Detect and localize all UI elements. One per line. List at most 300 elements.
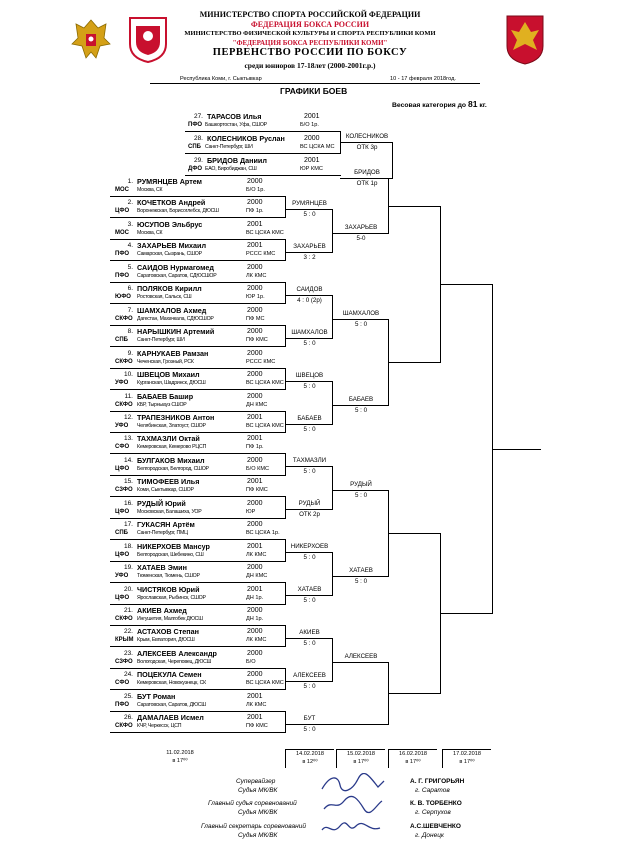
round1-score: 5 : 0	[303, 468, 316, 475]
round1-winner: БУТ	[303, 715, 316, 722]
round2-score: 5-0	[356, 235, 366, 242]
signature-name: А.С.ШЕВЧЕНКО	[410, 823, 461, 830]
fighter-region: Курганская, Шадринск, ДЮСШ	[137, 380, 206, 386]
fighter-rank: ПФ КМС	[246, 487, 268, 493]
round1-winner: РУМЯНЦЕВ	[292, 200, 327, 207]
fighter-region: Вологодская, Череповец, ДЮСШ	[137, 659, 212, 665]
round1-score: 5 : 0	[303, 640, 316, 647]
fighter-rank: ВС ЦСКА КМС	[246, 380, 284, 386]
round2-winner: РУДЫЙ	[350, 481, 372, 488]
round1-winner: РУДЫЙ	[298, 500, 321, 507]
bracket-line	[110, 582, 286, 583]
fighter-district: СКФО	[115, 723, 133, 729]
fighter-number: 6.	[127, 285, 133, 292]
fighter-number: 22.	[123, 628, 133, 635]
fighter-district: ЦФО	[115, 552, 130, 558]
bracket-line	[285, 539, 286, 562]
bracket-line	[110, 389, 286, 390]
fighter-rank: ВС ЦСКА КМС	[246, 230, 284, 236]
fighter-district: СЗФО	[115, 487, 133, 493]
fighter-name: РУДЫЙ Юрий	[137, 499, 186, 508]
fighter-year: 2001	[247, 478, 263, 485]
prelim-year: 2001	[304, 113, 320, 120]
round1-winner: АЛЕКСЕЕВ	[293, 672, 326, 679]
fighter-region: Кемеровская, Новокузнецк, СК	[137, 680, 206, 686]
fighter-name: ШАМХАЛОВ Ахмед	[137, 306, 207, 315]
fighter-number: 21.	[123, 607, 133, 614]
signature-role: Супервайзер	[236, 778, 276, 785]
signature-name: А. Г. ГРИГОРЬЯН	[410, 778, 465, 785]
prelim-district: ПФО	[188, 122, 203, 128]
bracket-line	[285, 381, 333, 382]
round2-score: 5 : 0	[354, 492, 368, 499]
fighter-rank: ЮР	[246, 509, 256, 515]
fighter-rank: ВС ЦСКА КМС	[246, 423, 284, 429]
fighter-year: 2001	[247, 586, 263, 593]
fighter-year: 2000	[247, 307, 263, 314]
bracket-line	[285, 411, 286, 433]
date-cell	[285, 749, 334, 768]
fighter-region: Челябинская, Златоуст, СШОР	[137, 423, 206, 429]
fighter-region: Кемеровская, Кемерово РЦСП	[137, 444, 207, 450]
header-rule	[150, 83, 480, 84]
fighter-region: Чеченская, Грозный, РСК	[137, 359, 194, 365]
time-text: в 17⁰⁰	[172, 758, 188, 764]
fighter-name: БУТ Роман	[137, 692, 176, 701]
fighter-rank: ПФ 1р.	[246, 208, 264, 214]
bracket-line	[332, 405, 389, 406]
round1-score: 5 : 0	[303, 554, 316, 561]
prelim-number: 27.	[193, 113, 203, 120]
bracket-line	[332, 319, 389, 320]
bracket-line	[285, 209, 333, 210]
prelim-year: 2000	[304, 135, 320, 142]
bracket-line	[110, 411, 286, 412]
fighter-district: МОС	[115, 187, 129, 193]
date-cell	[442, 749, 491, 768]
fighter-district: ЦФО	[115, 208, 130, 214]
weight-value: 81	[467, 99, 478, 109]
venue-text: Республика Коми, г. Сыктывкар	[180, 76, 262, 82]
fighter-rank: Б/О 1р.	[246, 187, 265, 193]
signature-title: Судья МК/ВК	[238, 809, 278, 816]
bracket-line	[285, 711, 286, 733]
signature-role: Главный секретарь соревнований	[201, 823, 306, 830]
fighter-district: МОС	[115, 230, 129, 236]
fighter-district: ПФО	[115, 251, 130, 257]
round1-score: 4 : 0 (2р)	[297, 297, 322, 304]
bracket-line	[332, 381, 333, 425]
time-text: в 17⁰⁰	[353, 759, 369, 765]
fighter-name: ТРАПЕЗНИКОВ Антон	[137, 413, 215, 422]
bracket-line	[285, 638, 333, 639]
bracket-line	[110, 303, 286, 304]
page-title: ГРАФИКИ БОЕВ	[280, 86, 348, 96]
bracket-line	[110, 646, 286, 647]
fighter-district: УФО	[115, 380, 129, 386]
fighter-region: Крым, Евпатория, ДЮСШ	[137, 637, 195, 643]
fighter-year: 2001	[247, 435, 263, 442]
bracket-line	[388, 206, 441, 207]
bracket-line	[492, 449, 541, 450]
round1-winner: ШАМХАЛОВ	[291, 329, 328, 336]
bracket-line	[392, 175, 393, 179]
fighter-district: УФО	[115, 423, 129, 429]
bracket-line	[110, 239, 286, 240]
bracket-line	[285, 625, 286, 647]
round1-score: ОТК 2р	[299, 511, 320, 518]
fighter-region: Санкт-Петербург, ПМЦ	[137, 530, 188, 536]
fighter-region: Коми, Сыктывкар, СШОР	[137, 487, 194, 493]
bracket-line	[110, 368, 286, 369]
fighter-name: ЗАХАРЬЕВ Михаил	[137, 241, 207, 250]
bracket-line	[285, 252, 333, 253]
round2-score: 5 : 0	[354, 578, 368, 585]
round2-winner: БАБАЕВ	[348, 396, 374, 403]
prelim-rank: ВС ЦСКА МС	[300, 144, 335, 150]
fighter-number: 13.	[123, 435, 133, 442]
fighter-district: СФО	[115, 680, 130, 686]
round1-score: 5 : 0	[303, 340, 316, 347]
fighter-name: НИКЕРХОЕВ Мансур	[137, 542, 210, 551]
fighter-rank: РССС КМС	[246, 251, 276, 257]
russia-coat-of-arms-icon	[66, 14, 116, 64]
fighter-name: ГУКАСЯН Артём	[137, 520, 195, 529]
bracket-line	[440, 613, 493, 614]
bracket-line	[332, 724, 389, 725]
fighter-year: 2000	[247, 628, 263, 635]
fighter-region: Санкт-Петербург, ШИ	[137, 337, 185, 343]
fighter-district: СКФО	[115, 316, 133, 322]
prelim-region: ЕАО, Биробиджан, СШ	[205, 166, 257, 172]
fighter-rank: ДН КМС	[246, 402, 268, 408]
round1-winner: АКИЕВ	[299, 629, 320, 636]
fighter-number: 18.	[123, 543, 133, 550]
prelim-region: Санкт-Петербург, ШИ	[205, 144, 253, 150]
bracket-line	[340, 178, 393, 179]
fighter-year: 2000	[247, 393, 263, 400]
fighter-district: СПБ	[115, 530, 128, 536]
weight-label: Весовая категория до	[392, 102, 467, 109]
time-text: в 12⁰⁰	[302, 759, 318, 765]
fighter-name: РУМЯНЦЕВ Артем	[137, 177, 202, 186]
bracket-line	[110, 561, 286, 562]
round1-winner: ЗАХАРЬЕВ	[293, 243, 326, 250]
fighter-rank: ПФ КМС	[246, 337, 268, 343]
fighter-rank: ВС ЦСКА 1р.	[246, 530, 280, 536]
prelim-rank: ЮР КМС	[300, 166, 323, 172]
prelim-name: БРИДОВ Даниил	[207, 156, 267, 165]
bracket-line	[110, 282, 286, 283]
komi-coat-of-arms-icon	[505, 14, 545, 66]
round2-winner: ШАМХАЛОВ	[342, 310, 380, 317]
fighter-year: 2000	[247, 178, 263, 185]
fighter-rank: ЮР 1р.	[246, 294, 265, 300]
bracket-line	[332, 295, 333, 339]
bracket-line	[110, 604, 286, 605]
fighter-number: 3.	[127, 221, 133, 228]
bracket-line	[285, 582, 286, 605]
fighter-year: 2000	[247, 607, 263, 614]
bracket-line	[110, 346, 286, 347]
fighter-name: ЧИСТЯКОВ Юрий	[137, 585, 200, 594]
prelim-region: Башкортостан, Уфа, СШОР	[205, 122, 267, 128]
handwritten-signature-icon	[318, 773, 388, 795]
bracket-line	[285, 509, 333, 510]
fighter-year: 2001	[247, 693, 263, 700]
bracket-line	[110, 496, 286, 497]
fighter-number: 1.	[127, 178, 133, 185]
komi-federation-title: "ФЕДЕРАЦИЯ БОКСА РЕСПУБЛИКИ КОМИ"	[232, 39, 388, 47]
fighter-region: Белгородская, Белгород, СШОР	[137, 466, 209, 472]
fighter-rank: ПФ 1р.	[246, 444, 264, 450]
fighter-number: 20.	[123, 586, 133, 593]
round1-winner: САИДОВ	[296, 286, 323, 293]
fighter-year: 2001	[247, 242, 263, 249]
fighter-district: УФО	[115, 573, 129, 579]
fighter-region: Тюменская, Тюмень, СШОР	[137, 573, 200, 579]
fighter-year: 2000	[247, 564, 263, 571]
bracket-line	[332, 662, 389, 663]
prelim-rank: Б/О 1р.	[300, 122, 319, 128]
fighter-district: СПБ	[115, 337, 128, 343]
round1-winner: БАБАЕВ	[297, 415, 322, 422]
fighter-rank: ЛК КМС	[246, 637, 267, 643]
fighter-rank: ДН 1р.	[246, 616, 264, 622]
bracket-line	[392, 142, 393, 176]
date-text: 15.02.2018	[347, 751, 375, 757]
round2-winner: АЛЕКСЕЕВ	[344, 653, 378, 660]
fighter-district: КРЫМ	[115, 637, 134, 643]
bracket-line	[285, 595, 333, 596]
fighter-district: ЦФО	[115, 595, 130, 601]
fighter-number: 2.	[127, 199, 133, 206]
championship-title: ПЕРВЕНСТВО РОССИИ ПО БОКСУ	[212, 47, 408, 58]
fighter-name: АЛЕКСЕЕВ Александр	[137, 649, 217, 658]
fighter-district: СКФО	[115, 616, 133, 622]
fighter-name: САИДОВ Нурмагомед	[137, 263, 214, 272]
bracket-line	[110, 475, 286, 476]
fighter-name: ДАМАЛАЕВ Исмел	[137, 713, 204, 722]
bracket-line	[332, 552, 333, 596]
fighter-year: 2000	[247, 371, 263, 378]
round2-score: 5 : 0	[354, 407, 368, 414]
prelim-district: ДФО	[188, 166, 202, 172]
fighter-year: 2000	[247, 264, 263, 271]
round1-score: 5 : 0	[303, 683, 316, 690]
prelim-name: ТАРАСОВ Илья	[207, 112, 262, 121]
fighter-region: Дагестан, Махачкала, СДЮСШОР	[137, 316, 214, 322]
bracket-line	[110, 432, 286, 433]
fighter-year: 2001	[247, 543, 263, 550]
bracket-line	[110, 453, 286, 454]
fighter-year: 2000	[247, 350, 263, 357]
prelim-score: ОТК 1р	[356, 180, 378, 187]
bracket-line	[285, 466, 333, 467]
fighter-rank: ЛК КМС	[246, 552, 267, 558]
fighter-number: 10.	[123, 371, 133, 378]
fighter-name: ПОЦЕКУЛА Семен	[137, 670, 202, 679]
fighter-name: ТИМОФЕЕВ Илья	[137, 477, 200, 486]
date-text: 16.02.2018	[399, 751, 427, 757]
bracket-line	[110, 518, 286, 519]
bracket-line	[285, 282, 286, 304]
date-text: 14.02.2018	[296, 751, 324, 757]
bracket-line	[332, 576, 389, 577]
category-subtitle: среди юниоров 17-18лет (2000-2001г.р.)	[244, 61, 376, 70]
signature-title: Судья МК/ВК	[238, 787, 278, 794]
bracket-line	[388, 693, 441, 694]
bracket-line	[332, 233, 389, 234]
fighter-number: 11.	[124, 393, 133, 400]
fighter-number: 26.	[123, 714, 133, 721]
bracket-line	[388, 362, 441, 363]
bracket-line	[110, 539, 286, 540]
fighter-district: СЗФО	[115, 659, 133, 665]
round2-score: 5 : 0	[354, 321, 368, 328]
round2-winner: ЗАХАРЬЕВ	[344, 224, 378, 231]
bracket-line	[285, 239, 286, 261]
bracket-line	[285, 724, 333, 725]
prelim-district: СПБ	[188, 144, 201, 150]
dates-text: 10 - 17 февраля 2018год.	[390, 76, 456, 82]
bracket-line	[110, 732, 286, 733]
prelim-name: КОЛЕСНИКОВ Руслан	[207, 134, 285, 143]
round1-score: 5 : 0	[303, 426, 316, 433]
fighter-name: НАРЫШКИН Артемий	[137, 327, 215, 336]
fighter-year: 2000	[247, 285, 263, 292]
signature-city: г. Саратов	[415, 787, 450, 794]
fighter-year: 2000	[247, 671, 263, 678]
fighter-number: 15.	[123, 478, 133, 485]
time-text: в 17⁰⁰	[405, 759, 421, 765]
bracket-line	[185, 175, 341, 176]
fighter-year: 2000	[247, 650, 263, 657]
bracket-line	[285, 552, 333, 553]
round1-winner: НИКЕРХОЕВ	[290, 543, 329, 550]
fighter-rank: ЛК КМС	[246, 702, 267, 708]
round1-winner: ТАХМАЗЛИ	[292, 457, 327, 464]
signature-title: Судья МК/ВК	[238, 832, 278, 839]
weight-class	[392, 99, 487, 111]
fighter-name: АСТАХОВ Степан	[137, 627, 199, 636]
fighter-number: 14.	[123, 457, 133, 464]
fighter-region: Воронежская, Борисоглебск, ДЮСШ	[137, 208, 219, 214]
prelim-year: 2001	[304, 157, 320, 164]
round1-score: 3 : 2	[303, 254, 316, 261]
bracket-line	[285, 338, 333, 339]
fighter-district: ЦФО	[115, 509, 130, 515]
prelim-score: ОТК 3р	[356, 144, 378, 151]
fighter-number: 8.	[127, 328, 133, 335]
fighter-rank: ДН 1р.	[246, 595, 264, 601]
prelim-number: 28.	[193, 135, 203, 142]
fighter-number: 25.	[123, 693, 133, 700]
bracket-line	[110, 711, 286, 712]
round1-winner: ХАТАЕВ	[297, 586, 322, 593]
fighter-name: КОЧЕТКОВ Андрей	[137, 198, 206, 207]
bracket-line	[340, 142, 393, 143]
fighter-year: 2000	[247, 199, 263, 206]
date-cell	[388, 749, 437, 768]
round1-score: 5 : 0	[303, 726, 316, 733]
signature-name: К. В. ТОРБЕНКО	[410, 800, 462, 807]
komi-ministry-title: МИНИСТЕРСТВО ФИЗИЧЕСКОЙ КУЛЬТУРЫ И СПОРТА РЕСПУБЛИКИ КОМИ	[184, 30, 436, 37]
fighter-region: Саратовская, Саратов, ДЮСШ	[137, 702, 206, 708]
bracket-line	[285, 325, 286, 347]
fighter-rank: РССС КМС	[246, 359, 276, 365]
signature-city: г. Донецк	[415, 832, 444, 839]
date-cell	[150, 749, 210, 767]
fighter-number: 9.	[127, 350, 133, 357]
fighter-number: 24.	[123, 671, 133, 678]
bracket-line	[110, 668, 286, 669]
bracket-line	[332, 638, 333, 682]
round1-score: 5 : 0	[303, 597, 316, 604]
fighter-region: Ингушетия, Малгобек ДЮСШ	[137, 616, 203, 622]
fighter-region: Ростовская, Сальск, СШ	[137, 294, 192, 300]
fighter-district: ПФО	[115, 702, 130, 708]
round2-winner: ХАТАЕВ	[349, 567, 373, 574]
bracket-line	[332, 490, 389, 491]
fighter-year: 2000	[247, 521, 263, 528]
bracket-line	[110, 260, 286, 261]
fighter-name: ЮСУПОВ Эльбрус	[137, 220, 203, 229]
bracket-line	[185, 153, 341, 154]
bracket-line	[285, 453, 286, 476]
bracket-line	[285, 681, 333, 682]
fighter-region: Ярославская, Рыбинск, СШОР	[137, 595, 206, 601]
fighter-rank: ВС ЦСКА КМС	[246, 680, 284, 686]
signature-city: г. Серпухов	[415, 809, 451, 816]
fighter-rank: ДН КМС	[246, 573, 268, 579]
fighter-number: 19.	[123, 564, 133, 571]
fighter-region: Саратовская, Саратов, СДЮСШОР	[137, 273, 217, 279]
fighter-region: Москва, СК	[137, 187, 163, 193]
fighter-district: СФО	[115, 444, 130, 450]
round1-score: 5 : 0	[303, 383, 316, 390]
fighter-region: Белгородская, Шебекино, СШ	[137, 552, 204, 558]
fighter-number: 23.	[123, 650, 133, 657]
fighter-rank: ПФ КМС	[246, 723, 268, 729]
fighter-rank: Б/О КМС	[246, 466, 270, 472]
bracket-line	[332, 466, 333, 510]
prelim-number: 29.	[193, 157, 203, 164]
fighter-name: БУЛГАКОВ Михаил	[137, 456, 205, 465]
time-text: в 17⁰⁰	[459, 759, 475, 765]
fighter-region: Самарская, Сызрань, СШОР	[137, 251, 202, 257]
bracket-line	[285, 668, 286, 690]
bracket-line	[110, 196, 286, 197]
fighter-name: ПОЛЯКОВ Кирилл	[137, 284, 202, 293]
fighter-number: 17.	[123, 521, 133, 528]
bracket-line	[440, 284, 493, 285]
fighter-district: СКФО	[115, 402, 133, 408]
bracket-line	[185, 131, 341, 132]
round1-winner: ШВЕЦОВ	[295, 372, 324, 379]
date-text: 11.02.2018	[166, 750, 194, 756]
bracket-line	[285, 424, 333, 425]
fighter-name: ТАХМАЗЛИ Октай	[137, 434, 200, 443]
fighter-district: ЮФО	[115, 294, 131, 300]
fighter-number: 5.	[127, 264, 133, 271]
fighter-year: 2001	[247, 714, 263, 721]
round1-score: 5 : 0	[303, 211, 316, 218]
fighter-number: 4.	[127, 242, 133, 249]
date-text: 17.02.2018	[453, 751, 481, 757]
fighter-number: 16.	[123, 500, 133, 507]
bracket-line	[285, 196, 286, 218]
